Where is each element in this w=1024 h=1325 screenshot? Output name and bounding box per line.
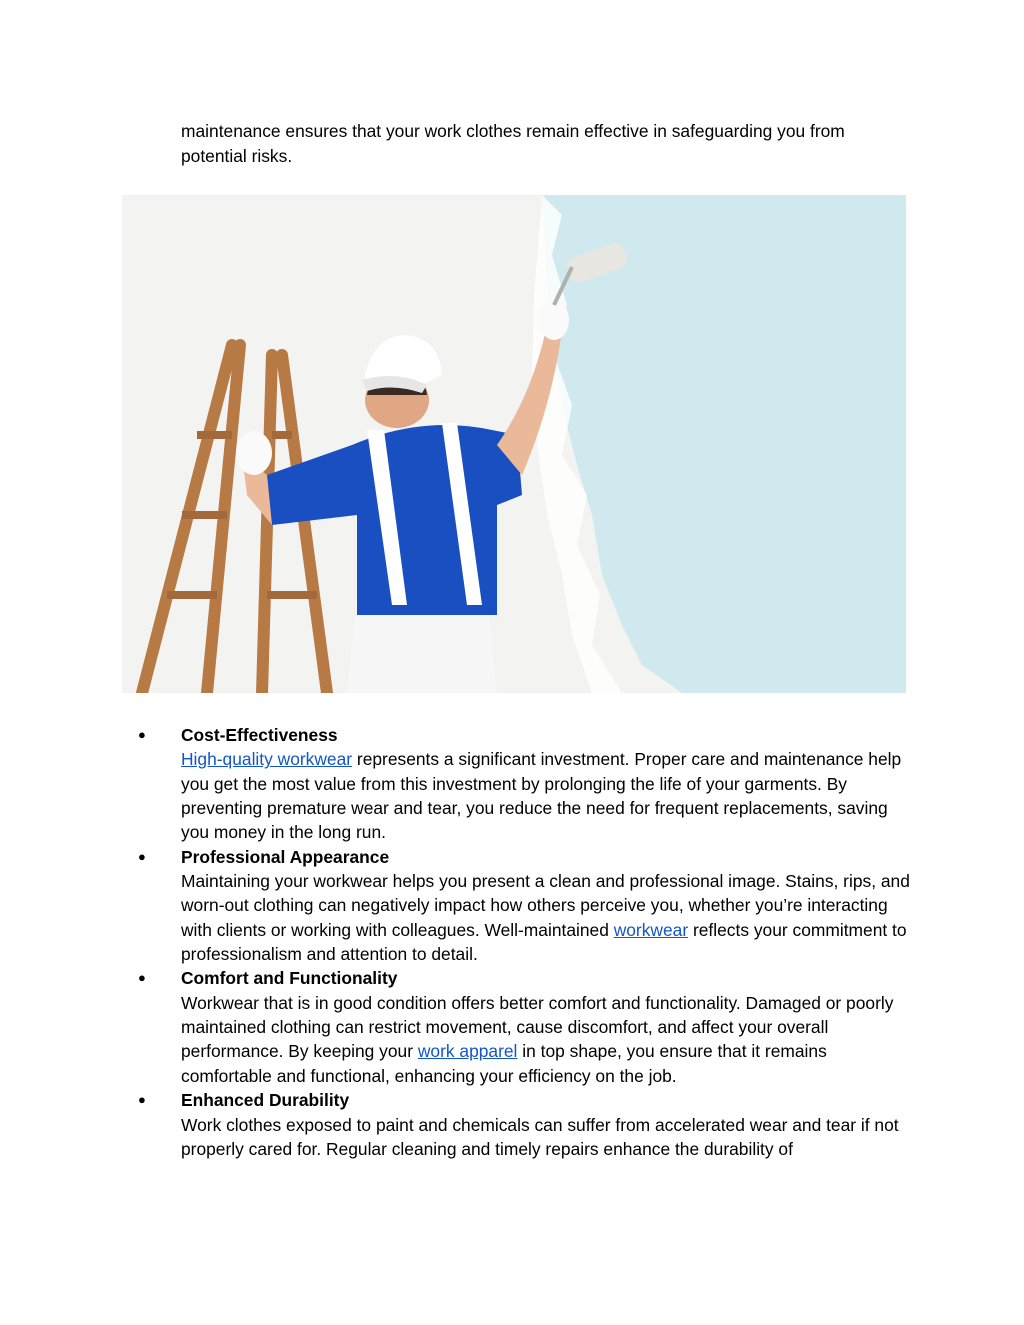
workwear-link[interactable]: workwear xyxy=(613,919,689,940)
bullet-icon: ● xyxy=(138,848,146,864)
painter-photo xyxy=(122,195,906,693)
list-item xyxy=(138,966,911,1088)
item-title: Professional Appearance xyxy=(181,846,390,867)
list-item xyxy=(138,723,911,845)
item-body xyxy=(181,747,911,844)
item-text: represents a significant investment. Proper care and maintenance help you get the most value from this investment by prolonging the life of your garments. By preventing premature wear and tear, you reduce the need for frequent replacements, saving you money in the long run. xyxy=(181,749,902,843)
list-item xyxy=(138,1088,911,1161)
item-text: Maintaining your workwear helps you present a clean and professional image. Stains, rips, and worn-out clothing can negatively impact how others perceive you, whether you’re interacting with clients or working with colleagues. Well-maintained xyxy=(181,871,910,940)
bullet-icon: ● xyxy=(138,727,146,742)
item-text: in top shape, you ensure that it remains comfortable and functional, enhancing your efficiency on the job. xyxy=(181,1041,827,1086)
benefits-list xyxy=(138,723,911,1161)
item-title: Cost-Effectiveness xyxy=(181,725,338,745)
item-body xyxy=(181,869,911,966)
bullet-icon: ● xyxy=(138,970,146,986)
item-body xyxy=(181,1113,911,1162)
item-text: reflects your commitment to professionalism and attention to detail. xyxy=(181,919,907,965)
intro-paragraph: maintenance ensures that your work clothes remain effective in safeguarding you from potential risks. xyxy=(181,121,845,166)
item-title: Comfort and Functionality xyxy=(181,968,398,989)
list-item xyxy=(138,845,911,967)
item-text: Workwear that is in good condition offers better comfort and functionality. Damaged or poorly maintained clothing can restrict movement, cause discomfort, and affect your overall performance. By keeping your xyxy=(181,992,894,1062)
item-body xyxy=(181,991,911,1088)
item-title: Enhanced Durability xyxy=(181,1090,350,1111)
bullet-icon: ● xyxy=(138,1092,146,1108)
item-text: Work clothes exposed to paint and chemicals can suffer from accelerated wear and tear if not properly cared for. Regular cleaning and timely repairs enhance the durability of xyxy=(181,1114,899,1159)
high-quality-workwear-link[interactable]: High-quality workwear xyxy=(181,749,353,770)
work-apparel-link[interactable]: work apparel xyxy=(417,1041,518,1062)
